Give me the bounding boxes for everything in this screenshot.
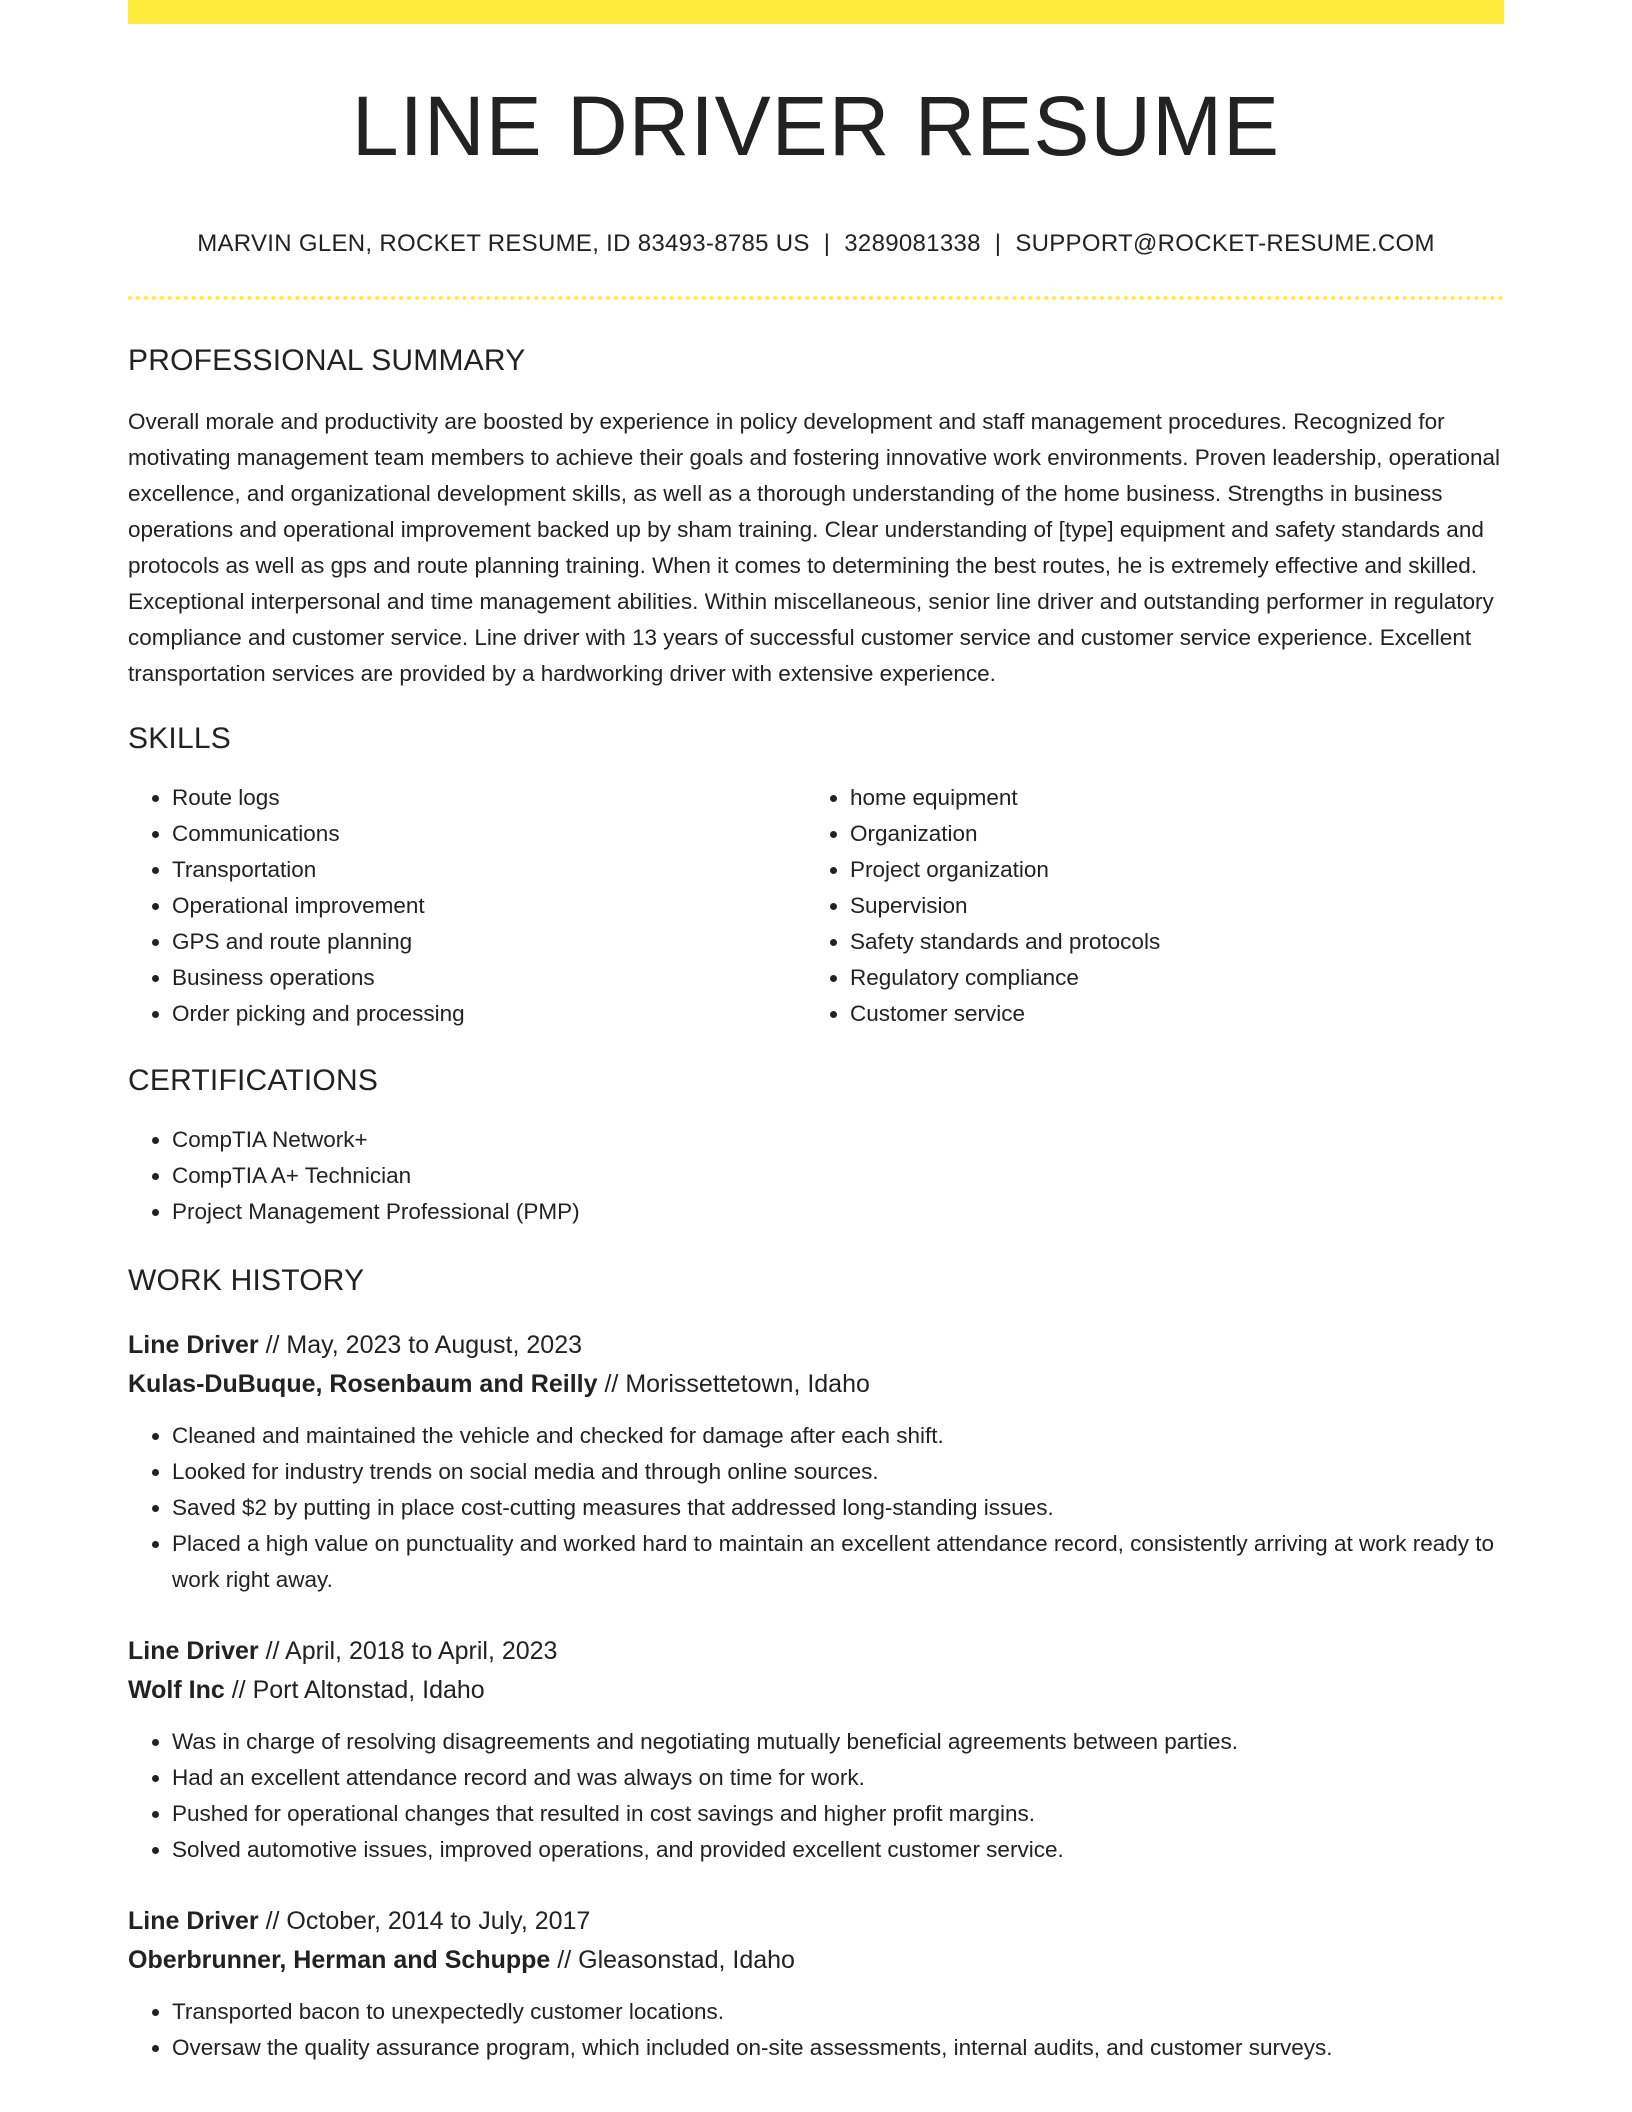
skill-item: • Project organization bbox=[850, 852, 1484, 888]
contact-phone: 3289081338 bbox=[844, 230, 981, 257]
job-bullet: • Had an excellent attendance record and was always on time for work. bbox=[172, 1760, 1504, 1796]
skill-item: • GPS and route planning bbox=[172, 924, 806, 960]
certifications-heading: CERTIFICATIONS bbox=[128, 1064, 379, 1097]
skill-item: • Transportation bbox=[172, 852, 806, 888]
job-separator: // bbox=[265, 1637, 280, 1665]
skills-heading: SKILLS bbox=[128, 722, 231, 755]
certifications-list bbox=[128, 1122, 1504, 1230]
job-bullet: • Placed a high value on punctuality and worked hard to maintain an excellent attendance record, consistently arriving at work ready to work right away. bbox=[172, 1526, 1504, 1598]
contact-address: MARVIN GLEN, ROCKET RESUME, ID 83493-8785 US bbox=[197, 230, 810, 257]
skill-item: • Customer service bbox=[850, 996, 1484, 1032]
job-bullet: • Was in charge of resolving disagreements and negotiating mutually beneficial agreements between parties. bbox=[172, 1724, 1504, 1760]
accent-top-bar bbox=[128, 0, 1504, 24]
job-company: Kulas-DuBuque, Rosenbaum and Reilly bbox=[128, 1370, 598, 1398]
job-dates: April, 2018 to April, 2023 bbox=[285, 1637, 558, 1665]
skill-item: • Communications bbox=[172, 816, 806, 852]
job-separator: // bbox=[265, 1907, 280, 1935]
job-company-line bbox=[128, 1365, 1504, 1404]
skill-item: • home equipment bbox=[850, 780, 1484, 816]
job-separator: // bbox=[231, 1676, 246, 1704]
job-bullet: • Cleaned and maintained the vehicle and checked for damage after each shift. bbox=[172, 1418, 1504, 1454]
job-bullet: • Solved automotive issues, improved operations, and provided excellent customer service. bbox=[172, 1832, 1504, 1868]
skill-item: • Safety standards and protocols bbox=[850, 924, 1484, 960]
job-company: Oberbrunner, Herman and Schuppe bbox=[128, 1946, 551, 1974]
skill-item: • Organization bbox=[850, 816, 1484, 852]
contact-email: SUPPORT@ROCKET-RESUME.COM bbox=[1015, 230, 1435, 257]
job-title-line bbox=[128, 1326, 1504, 1365]
skills-columns bbox=[128, 780, 1504, 1032]
job-bullet: • Transported bacon to unexpectedly customer locations. bbox=[172, 1994, 1504, 2030]
job-dates: October, 2014 to July, 2017 bbox=[286, 1907, 591, 1935]
contact-line bbox=[128, 230, 1504, 258]
summary-heading: PROFESSIONAL SUMMARY bbox=[128, 344, 526, 377]
job-entry bbox=[128, 1632, 1504, 1868]
job-entry bbox=[128, 1326, 1504, 1598]
job-bullet: • Oversaw the quality assurance program, which included on-site assessments, internal audits, and customer surveys. bbox=[172, 2030, 1504, 2066]
contact-separator: | bbox=[823, 230, 831, 257]
certification-item: • CompTIA Network+ bbox=[172, 1122, 1504, 1158]
skills-left-list bbox=[128, 780, 806, 1032]
job-separator: // bbox=[265, 1331, 280, 1359]
job-bullet: • Saved $2 by putting in place cost-cutting measures that addressed long-standing issues. bbox=[172, 1490, 1504, 1526]
skill-item: • Business operations bbox=[172, 960, 806, 996]
job-company: Wolf Inc bbox=[128, 1676, 225, 1704]
job-bullets bbox=[128, 1724, 1504, 1868]
certification-item: • CompTIA A+ Technician bbox=[172, 1158, 1504, 1194]
skill-item: • Route logs bbox=[172, 780, 806, 816]
work-history-heading: WORK HISTORY bbox=[128, 1264, 365, 1297]
resume-title: LINE DRIVER RESUME bbox=[351, 79, 1281, 173]
job-title-line bbox=[128, 1632, 1504, 1671]
skills-right-list bbox=[806, 780, 1484, 1032]
job-separator: // bbox=[604, 1370, 619, 1398]
job-title: Line Driver bbox=[128, 1637, 259, 1665]
job-location: Morissettetown, Idaho bbox=[625, 1370, 870, 1398]
skill-item: • Operational improvement bbox=[172, 888, 806, 924]
job-company-line bbox=[128, 1941, 1504, 1980]
job-bullet: • Looked for industry trends on social media and through online sources. bbox=[172, 1454, 1504, 1490]
skill-item: • Order picking and processing bbox=[172, 996, 806, 1032]
job-bullet: • Pushed for operational changes that resulted in cost savings and higher profit margins. bbox=[172, 1796, 1504, 1832]
dotted-divider bbox=[128, 296, 1504, 300]
job-bullets bbox=[128, 1994, 1504, 2066]
job-separator: // bbox=[557, 1946, 572, 1974]
job-location: Port Altonstad, Idaho bbox=[252, 1676, 485, 1704]
job-dates: May, 2023 to August, 2023 bbox=[286, 1331, 583, 1359]
contact-separator: | bbox=[994, 230, 1002, 257]
resume-page bbox=[128, 0, 1504, 2066]
job-title: Line Driver bbox=[128, 1331, 259, 1359]
job-company-line bbox=[128, 1671, 1504, 1710]
job-entry bbox=[128, 1902, 1504, 2066]
certification-item: • Project Management Professional (PMP) bbox=[172, 1194, 1504, 1230]
job-title-line bbox=[128, 1902, 1504, 1941]
summary-text: Overall morale and productivity are boosted by experience in policy development and staff management procedures. Recognized for motivating management team members to achieve their goals and fostering innovative work environments. Proven leadership, operational excellence, and organizational development skills, as well as a thorough understanding of the home business. Strengths in business operations and operational improvement backed up by sham training. Clear understanding of [type] equipment and safety standards and protocols as well as gps and route planning training. When it comes to determining the best routes, he is extremely effective and skilled. Exceptional interpersonal and time management abilities. Within miscellaneous, senior line driver and outstanding performer in regulatory compliance and customer service. Line driver with 13 years of successful customer service and customer service experience. Excellent transportation services are provided by a hardworking driver with extensive experience. bbox=[128, 409, 1500, 686]
job-location: Gleasonstad, Idaho bbox=[578, 1946, 795, 1974]
skill-item: • Regulatory compliance bbox=[850, 960, 1484, 996]
job-title: Line Driver bbox=[128, 1907, 259, 1935]
skill-item: • Supervision bbox=[850, 888, 1484, 924]
job-bullets bbox=[128, 1418, 1504, 1598]
